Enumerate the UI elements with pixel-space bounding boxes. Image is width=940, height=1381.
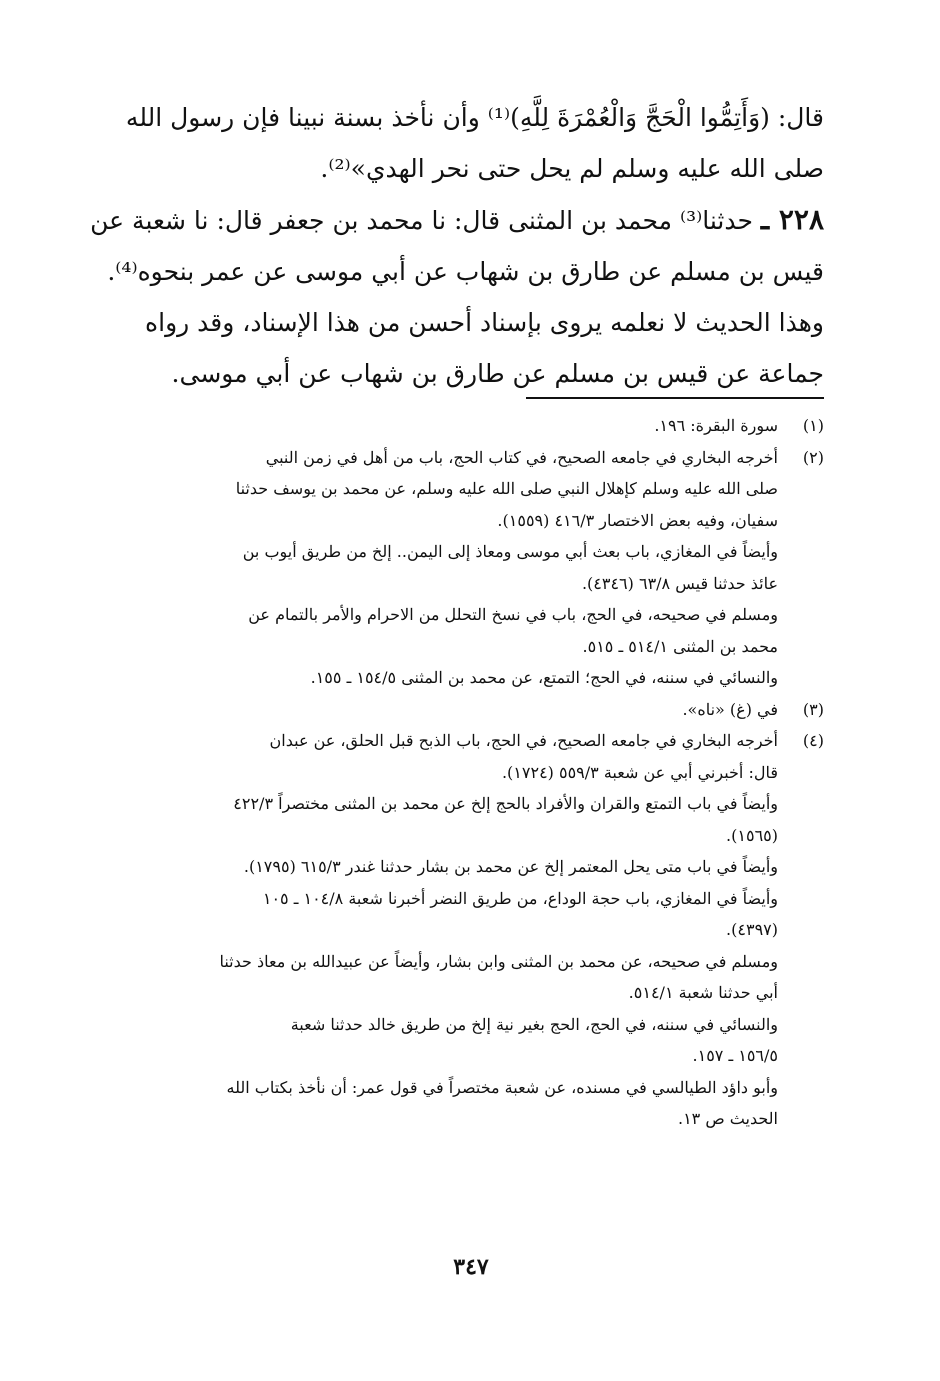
- footnote-number: (١): [802, 416, 824, 435]
- main-line-4: قيس بن مسلم عن طارق بن شهاب عن أبي موسى عن عمر بنحوه⁽⁴⁾.: [107, 257, 824, 286]
- footnote-line: ومسلم في صحيحه، عن محمد بن المثنى وابن بشار، وأيضاً عن عبيدالله بن معاذ حدثنا: [219, 951, 778, 971]
- footnote-1: [118, 410, 824, 442]
- main-line-3: [90, 194, 824, 246]
- main-line-3-text: حدثنا⁽³⁾ محمد بن المثنى قال: نا محمد بن جعفر قال: نا شعبة عن: [90, 206, 753, 235]
- footnote-3: [118, 694, 824, 726]
- footnote-line: والنسائي في سننه، في الحج؛ التمتع، عن محمد بن المثنى ١٥٤/٥ ـ ١٥٥.: [310, 668, 778, 687]
- page: [90, 92, 824, 1280]
- hadith-number: ٢٢٨ ـ: [760, 203, 824, 236]
- footnote-line: الحديث ص ١٣.: [677, 1109, 778, 1128]
- footnote-line: ومسلم في صحيحه، في الحج، باب في نسخ التحلل من الاحرام والأمر بالتمام عن: [248, 605, 778, 624]
- footnote-line: وأيضاً في المغازي، باب حجة الوداع، من طريق النضر أخبرنا شعبة ١٠٤/٨ ـ ١٠٥: [262, 888, 778, 908]
- footnote-line: أخرجه البخاري في جامعه الصحيح، في الحج، باب الذبح قبل الحلق، عن عبدان: [269, 731, 778, 750]
- footnote-2: [118, 442, 824, 694]
- footnote-line: وأيضاً في باب متى يحل المعتمر إلخ عن محمد بن بشار حدثنا غندر ٦١٥/٣ (١٧٩٥).: [243, 857, 778, 876]
- main-line-1: قال: (وَأَتِمُّوا الْحَجَّ وَالْعُمْرَةَ لِلَّهِ)⁽¹⁾ وأن نأخذ بسنة نبينا فإن رسول الله: [125, 103, 824, 132]
- main-line-5: وهذا الحديث لا نعلمه يروى بإسناد أحسن من هذا الإسناد، وقد رواه: [145, 308, 824, 337]
- footnote-line: والنسائي في سننه، في الحج، الحج بغير نية إلخ من طريق خالد حدثنا شعبة: [290, 1014, 778, 1034]
- footnote-line: أخرجه البخاري في جامعه الصحيح، في كتاب الحج، باب من أهل في زمن النبي: [265, 447, 778, 467]
- footnote-line: عائذ حدثنا قيس ٦٣/٨ (٤٣٤٦).: [581, 573, 778, 593]
- footnote-line: وأيضاً في المغازي، باب بعث أبي موسى ومعاذ إلى اليمن.. إلخ من طريق أيوب بن: [242, 542, 778, 561]
- page-number: ٣٤٧: [453, 1254, 489, 1280]
- main-line-6: جماعة عن قيس بن مسلم عن طارق بن شهاب عن أبي موسى.: [171, 359, 824, 388]
- footnote-line: وأيضاً في باب التمتع والقران والأفراد بالحج إلخ عن محمد بن المثنى مختصراً ٤٢٢/٣: [233, 794, 778, 813]
- footnote-number: (٣): [802, 699, 824, 719]
- footnote-line: قال: أخبرني أبي عن شعبة ٥٥٩/٣ (١٧٢٤).: [501, 762, 778, 782]
- footnote-line: صلى الله عليه وسلم كإهلال النبي صلى الله عليه وسلم، عن محمد بن يوسف حدثنا: [235, 479, 778, 498]
- footnote-4: [118, 725, 824, 1135]
- footnote-line: وأبو داؤد الطيالسي في مسنده، عن شعبة مختصراً في قول عمر: أن نأخذ بكتاب الله: [226, 1077, 778, 1097]
- footnote-number: (٢): [802, 447, 824, 467]
- footnote-line: سورة البقرة: ١٩٦.: [654, 416, 778, 435]
- main-line-2: صلى الله عليه وسلم لم يحل حتى نحر الهدي»⁽²⁾.: [320, 154, 824, 183]
- footnote-line: محمد بن المثنى ٥١٤/١ ـ ٥١٥.: [582, 636, 778, 656]
- footnote-line: ١٥٦/٥ ـ ١٥٧.: [692, 1046, 778, 1065]
- footnotes: [118, 410, 824, 1135]
- footnote-line: (١٥٦٥).: [726, 825, 778, 845]
- footnote-line: في (غ) «ناه».: [682, 699, 778, 719]
- main-text: [90, 92, 824, 399]
- footnote-line: (٤٣٩٧).: [726, 920, 778, 939]
- footnote-line: أبي حدثنا شعبة ٥١٤/١.: [628, 983, 778, 1002]
- footnote-separator: [526, 397, 824, 399]
- footnote-line: سفيان، وفيه بعض الاختصار ٤١٦/٣ (١٥٥٩).: [497, 510, 778, 530]
- footnote-number: (٤): [802, 731, 824, 750]
